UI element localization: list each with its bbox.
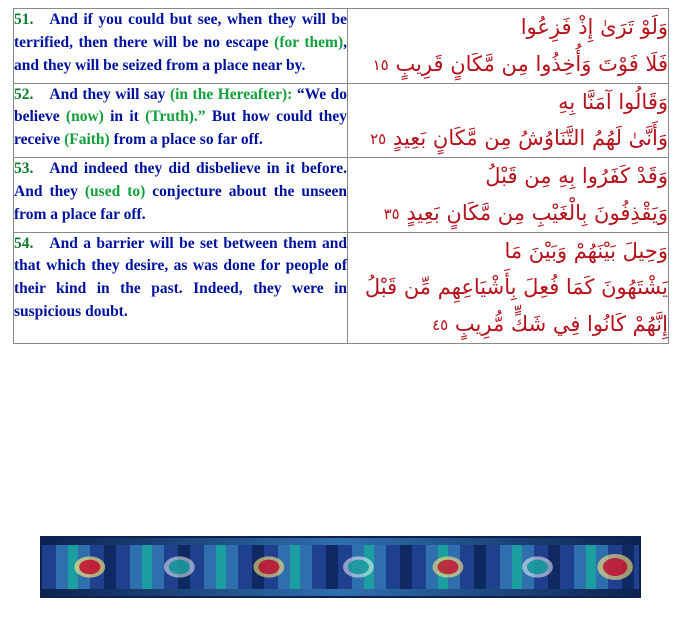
page-bottom-margin [0,598,681,627]
translation-segment: And a barrier will be set between them and that which they desire, as was done for people of their kind in the past. Indeed, they were in suspicious doubt. [14,234,347,321]
translation-segment: But how could they receive [14,108,347,149]
arabic-cell-54 [348,232,669,343]
arabic-line-text: فَلَا فَوْتَ وَأُخِذُوا مِن مَّكَانٍ قَرِيبٍ [395,51,668,76]
translation-text-52 [14,84,347,153]
translation-segment-parenthetical: (Truth).” [145,108,206,126]
decorative-border-band [40,536,641,598]
table-row [14,232,669,343]
verse-number-52: 52. [14,85,34,103]
ayah-marker-51: ٥١ [372,55,389,74]
translation-segment: in it [103,108,146,126]
table-row [14,158,669,233]
ayah-marker-52: ٥٢ [370,130,387,149]
arabic-line-text: إِنَّهُمْ كَانُوا فِي شَكٍّ مُّرِيبٍ [454,312,668,336]
ayah-marker-53: ٥٣ [383,204,400,223]
translation-segment: “We do believe [14,85,347,126]
translation-segment-parenthetical: (Faith) [64,131,110,149]
arabic-line: يَشْتَهُونَ كَمَا فُعِلَ بِأَشْيَاعِهِم مِّن قَبْلُ [364,275,668,300]
arabic-line [348,306,668,343]
arabic-line: وَقَدْ كَفَرُوا بِهِ مِن قَبْلُ [485,164,668,188]
ornament-edge-top [42,538,639,545]
translation-cell-54 [14,232,348,343]
ornament-floral-pattern [42,538,639,596]
arabic-cell-52 [348,83,669,158]
translation-cell-51 [14,9,348,84]
translation-text-54 [14,233,347,325]
translation-segment: , and they will be seized from a place near by. [14,33,347,74]
translation-text-53 [14,158,347,227]
translation-segment-parenthetical: (used to) [84,182,146,200]
arabic-line [348,120,668,157]
arabic-line [348,195,668,232]
arabic-cell-53 [348,158,669,233]
verse-table-wrapper [13,8,668,344]
ornament-edge-bottom [42,589,639,596]
verse-number-51: 51. [14,11,34,28]
translation-cell-52 [14,83,348,158]
verse-table [13,8,669,344]
translation-segment: And indeed they did disbelieve in it before. And they [14,160,347,200]
arabic-line-text: وَيَقْذِفُونَ بِالْغَيْبِ مِن مَّكَانٍ بَعِيدٍ [406,200,668,225]
translation-segment: from a place so far off. [109,131,263,149]
translation-text-51 [14,9,347,78]
table-row [14,83,669,158]
arabic-line: وَقَالُوا آمَنَّا بِهِ [558,89,668,114]
arabic-line-text: وَأَنَّىٰ لَهُمُ التَّنَاوُشُ مِن مَّكَانٍ بَعِيدٍ [392,126,668,151]
verse-number-53: 53. [14,160,34,177]
translation-segment: And if you could but see, when they will be terrified, then there will be no escape [14,11,347,51]
arabic-line [348,46,668,83]
translation-segment: conjecture about the unseen from a place far off. [14,182,347,223]
verse-number-54: 54. [14,234,34,252]
translation-segment-parenthetical: (now) [65,108,104,126]
arabic-line: وَحِيلَ بَيْنَهُمْ وَبَيْنَ مَا [504,238,668,263]
translation-segment: And they will say [49,85,170,103]
translation-cell-53 [14,158,348,233]
ayah-marker-54: ٥٤ [432,315,449,334]
translation-segment-parenthetical: (in the Hereafter): [169,85,293,103]
arabic-cell-51 [348,9,669,84]
translation-segment-parenthetical: (for them) [274,33,344,51]
arabic-line: وَلَوْ تَرَىٰ إِذْ فَزِعُوا [520,15,668,39]
table-row [14,9,669,84]
